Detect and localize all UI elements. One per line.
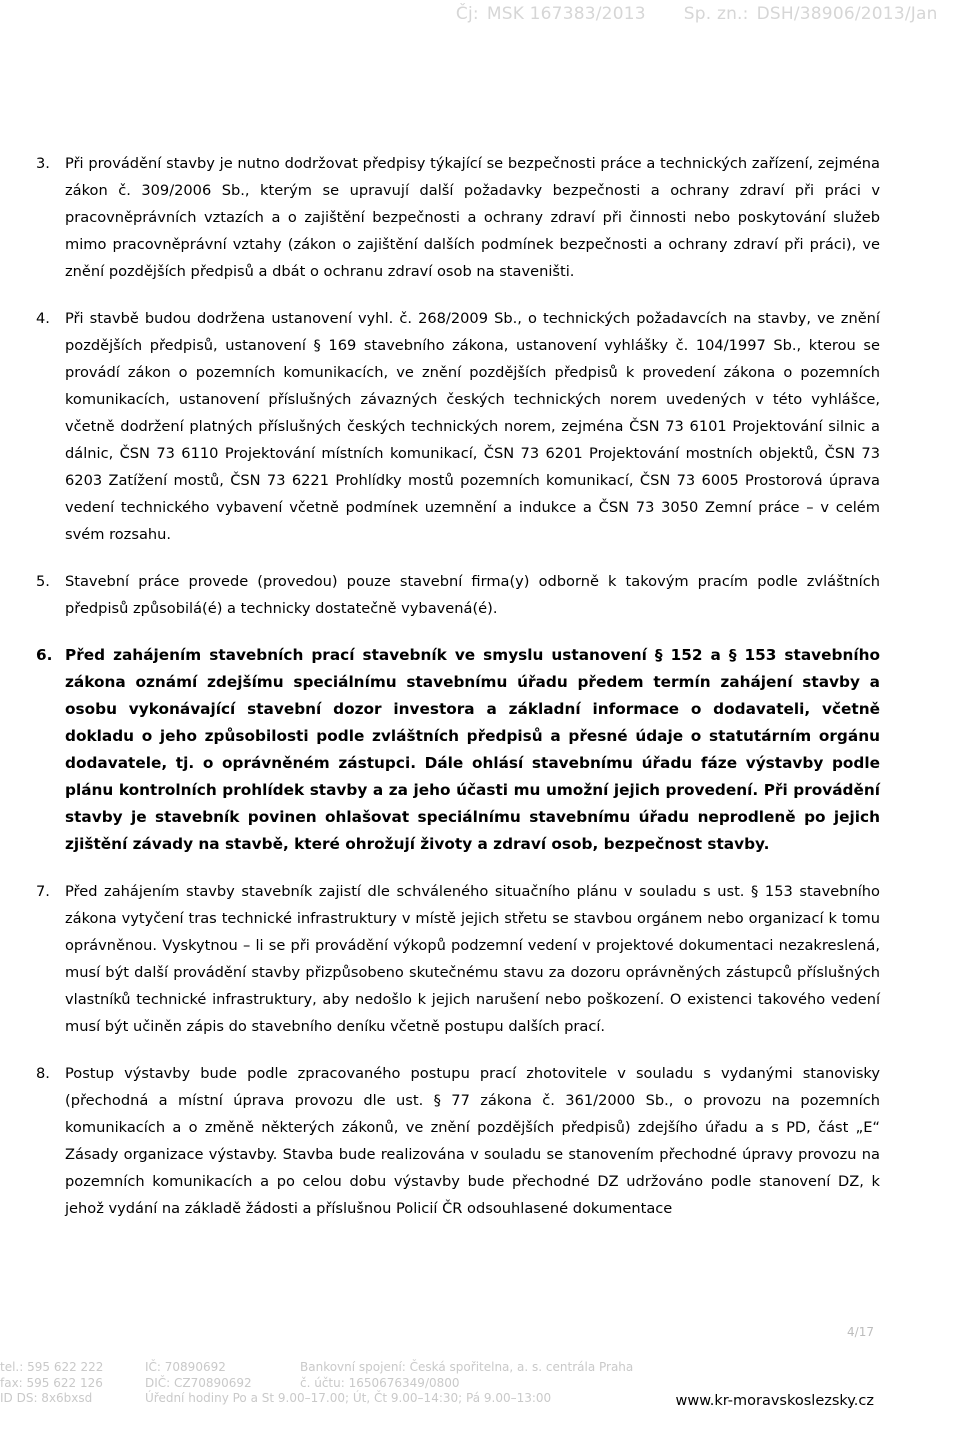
cj-value: MSK 167383/2013: [486, 4, 646, 24]
item-text: Při stavbě budou dodržena ustanovení vyhl. č. 268/2009 Sb., o technických požadavcích na stavby, ve znění pozdějších předpisů, ustanovení § 169 stavebního zákona, ustanovení vyhlášky č. 104/1997 Sb., kterou se provádí zákon o pozemních komunikacích, ve znění pozdějších předpisů k provedení zákona o pozemních komunikacích, ustanovení příslušných závazných českých technických norem uvedených v této vyhlášce, včetně dodržení platných příslušných českých technických norem, zejména ČSN 73 6101 Projektování silnic a dálnic, ČSN 73 6110 Projektování místních komunikací, ČSN 73 6201 Projektování mostních objektů, ČSN 73 6203 Zatížení mostů, ČSN 73 6221 Prohlídky mostů pozemních komunikací, ČSN 73 6005 Prostorová úprava vedení technického vybavení včetně podmínek uzemnění a indukce a ČSN 73 3050 Zemní práce – v celém svém rozsahu.: [65, 310, 880, 543]
page-footer: [0, 1322, 960, 1434]
footer-data-box-id: ID DS: 8x6bxsd: [0, 1391, 93, 1405]
cj-label: Čj:: [455, 4, 479, 24]
item-number: 3.: [36, 155, 50, 172]
item-text: Před zahájením stavebních prací stavebník ve smyslu ustanovení § 152 a § 153 stavebního zákona oznámí zdejšímu speciálnímu stavebnímu úřadu předem termín zahájení stavby a osobu vykonávající stavební dozor investora a základní informace o dodavateli, včetně dokladu o jeho způsobilosti podle zvláštních předpisů a přesné údaje o statutárním orgánu dodavatele, tj. o oprávněném zástupci. Dále ohlásí stavebnímu úřadu fáze výstavby podle plánu kontrolních prohlídek stavby a za jeho účasti mu umožní jejich provedení. Při provádění stavby je stavebník povinen ohlašovat speciálnímu stavebnímu úřadu neprodleně po jejich zjištění závady na stavbě, které ohrožují životy a zdraví osob, bezpečnost stavby.: [65, 646, 880, 853]
spzn-value: DSH/38906/2013/Jan: [756, 4, 938, 24]
footer-account: č. účtu: 1650676349/0800: [300, 1375, 460, 1390]
item-number: 8.: [36, 1065, 50, 1082]
condition-item-3: [36, 150, 880, 285]
footer-website-link[interactable]: www.kr-moravskoslezsky.cz: [675, 1393, 874, 1409]
item-number: 4.: [36, 310, 50, 327]
footer-ico: IČ: 70890692: [145, 1360, 226, 1374]
condition-item-5: [36, 568, 880, 622]
condition-item-7: [36, 878, 880, 1040]
item-text: Před zahájením stavby stavebník zajistí dle schváleného situačního plánu v souladu s ust. § 153 stavebního zákona vytyčení tras technické infrastruktury v místě jejich střetu se stavbou orgánem nebo organizací k tomu oprávněnou. Vyskytnou – li se při provádění výkopů podzemní vedení v projektové dokumentaci nezakreslená, musí být další provádění stavby přizpůsobeno skutečnému stavu za dozoru oprávněných zástupců příslušných vlastníků technické infrastruktury, aby nedošlo k jejich narušení nebo poškození. O existenci takového vedení musí být učiněn zápis do stavebního deníku včetně postupu dalších prací.: [65, 883, 880, 1035]
footer-bank: Bankovní spojení: Česká spořitelna, a. s. centrála Praha: [300, 1360, 634, 1374]
item-number: 7.: [36, 883, 50, 900]
footer-office-hours: Úřední hodiny Po a St 9.00–17.00; Út, Čt 9.00–14:30; Pá 9.00–13:00: [145, 1391, 552, 1405]
item-text: Stavební práce provede (provedou) pouze stavební firma(y) odborně k takovým pracím podle zvláštních předpisů způsobilá(é) a technicky dostatečně vybavená(é).: [65, 573, 880, 617]
footer-bank-column: [300, 1360, 633, 1391]
spzn-label: Sp. zn.:: [683, 4, 749, 24]
item-number: 6.: [36, 646, 53, 664]
item-number: 5.: [36, 573, 50, 590]
condition-item-8: [36, 1060, 880, 1222]
page-number: 4/17: [847, 1325, 874, 1339]
footer-dic: DIČ: CZ70890692: [145, 1375, 252, 1390]
footer-phone: tel.: 595 622 222: [0, 1360, 104, 1374]
footer-contact-column: [0, 1360, 103, 1407]
condition-item-6: [36, 642, 880, 858]
footer-fax: fax: 595 622 126: [0, 1375, 103, 1390]
item-text: Postup výstavby bude podle zpracovaného postupu prací zhotovitele v souladu s vydanými stanovisky (přechodná a místní úprava provozu dle ust. § 77 zákona č. 361/2000 Sb., o provozu na pozemních komunikacích a o změně některých zákonů, ve znění pozdějších předpisů) zdejšího úřadu a s PD, část „E“ Zásady organizace výstavby. Stavba bude realizována v souladu se stanovením přechodné úpravy provozu na pozemních komunikacích a po celou dobu výstavby bude přechodné DZ udržováno podle stanovení DZ, k jehož vydání na základě žádosti a příslušnou Policií ČR odsouhlasené dokumentace: [65, 1065, 880, 1217]
condition-item-4: [36, 305, 880, 548]
document-reference-header: [0, 4, 960, 24]
document-body: [36, 150, 880, 1242]
item-text: Při provádění stavby je nutno dodržovat předpisy týkající se bezpečnosti práce a technických zařízení, zejména zákon č. 309/2006 Sb., kterým se upravují další požadavky bezpečnosti a ochrany zdraví při práci v pracovněprávních vztazích a o zajištění bezpečnosti a ochrany zdraví při činnosti nebo poskytování služeb mimo pracovněprávní vztahy (zákon o zajištění dalších podmínek bezpečnosti a ochrany zdraví při práci), ve znění pozdějších předpisů a dbát o ochranu zdraví osob na staveništi.: [65, 155, 880, 280]
